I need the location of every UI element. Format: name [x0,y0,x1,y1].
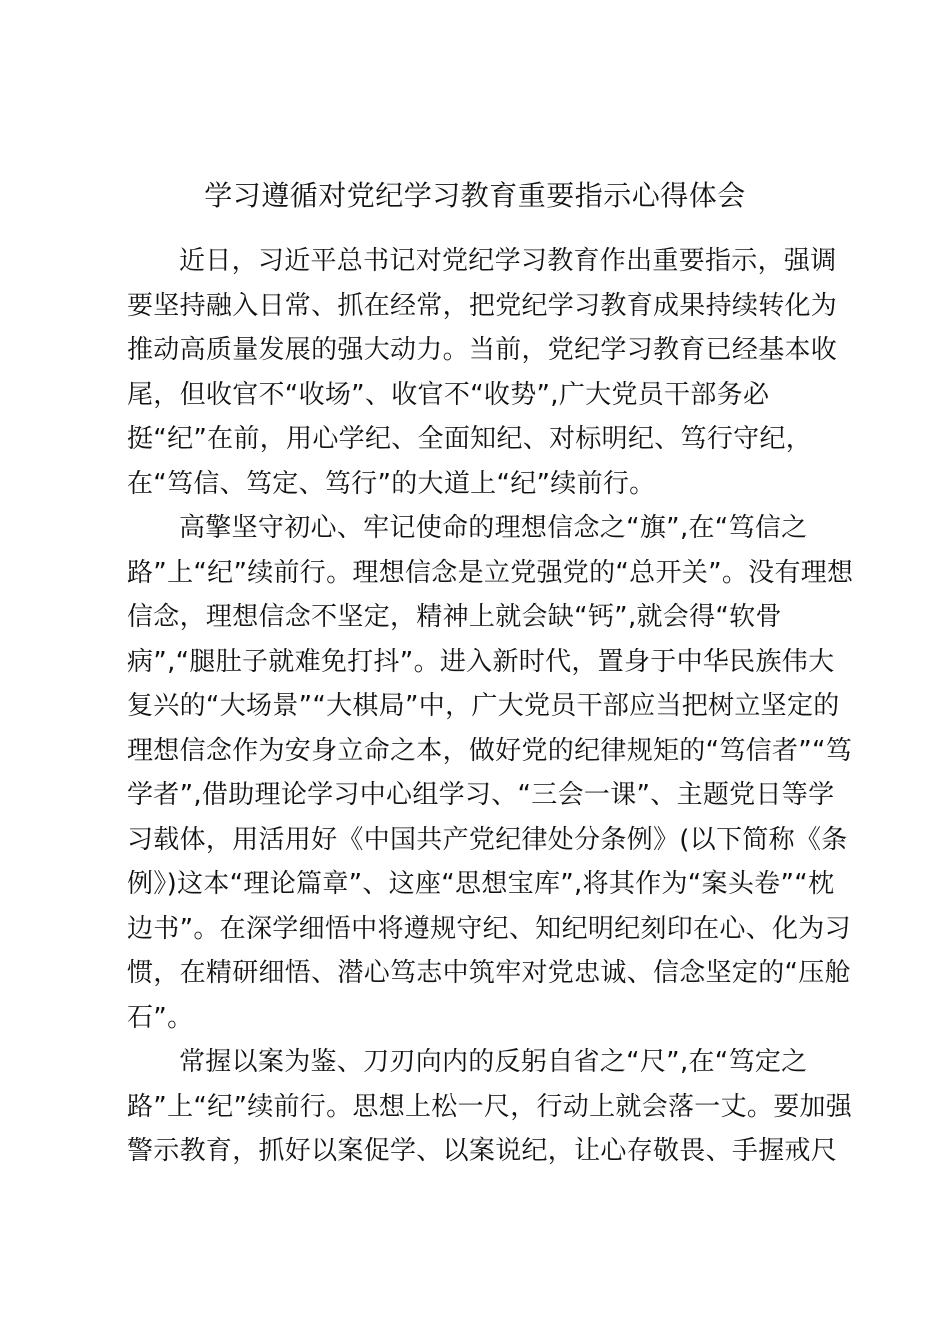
text-line: 推动高质量发展的强大动力。当前，党纪学习教育已经基本收 [127,335,838,365]
paragraph-3 [127,1040,853,1174]
document-body [127,239,854,1174]
text-line: 在“笃信、笃定、笃行”的大道上“纪”续前行。 [127,468,656,499]
text-line: 常握以案为鉴、刀刃向内的反躬自省之“尺”,在“笃定之 [179,1047,808,1077]
text-line: 尾，但收官不“收场”、收官不“收势”,广大党员干部务必 [127,379,770,410]
document-title: 学习遵循对党纪学习教育重要指示心得体会 [204,179,746,212]
text-line: 例》)这本“理论篇章”、这座“思想宝库”,将其作为“案头卷”“枕 [127,869,835,899]
text-line: 警示教育，抓好以案促学、以案说纪，让心存敬畏、手握戒尺 [127,1136,838,1166]
text-line: 理想信念作为安身立命之本，做好党的纪律规矩的“笃信者”“笃 [127,735,853,766]
text-line: 习载体，用活用好《中国共产党纪律处分条例》(以下简称《条 [127,824,848,855]
text-line: 要坚持融入日常、抓在经常，把党纪学习教育成果持续转化为 [127,290,838,321]
text-line: 挺“纪”在前，用心学纪、全面知纪、对标明纪、笃行守纪， [127,424,813,454]
paragraph-2 [127,506,854,1040]
text-line: 惯，在精研细悟、潜心笃志中筑牢对党忠诚、信念坚定的“压舱 [127,958,851,988]
text-line: 近日，习近平总书记对党纪学习教育作出重要指示，强调 [179,246,837,276]
text-line: 病”,“腿肚子就难免打抖”。进入新时代，置身于中华民族伟大 [127,646,835,677]
text-line: 学者”,借助理论学习中心组学习、“三会一课”、主题党日等学 [127,780,835,810]
text-line: 复兴的“大场景”“大棋局”中，广大党员干部应当把树立坚定的 [127,691,840,721]
text-line: 石”。 [127,1002,194,1033]
text-line: 路”上“纪”续前行。理想信念是立党强党的“总开关”。没有理想 [127,557,854,588]
text-line: 信念，理想信念不坚定，精神上就会缺“钙”,就会得“软骨 [127,602,782,632]
text-line: 边书”。在深学细悟中将遵规守纪、知纪明纪刻印在心、化为习 [127,913,851,944]
text-line: 路”上“纪”续前行。思想上松一尺，行动上就会落一丈。要加强 [127,1091,853,1122]
paragraph-1 [127,239,847,506]
text-line: 高擎坚守初心、牢记使命的理想信念之“旗”,在“笃信之 [179,513,808,543]
